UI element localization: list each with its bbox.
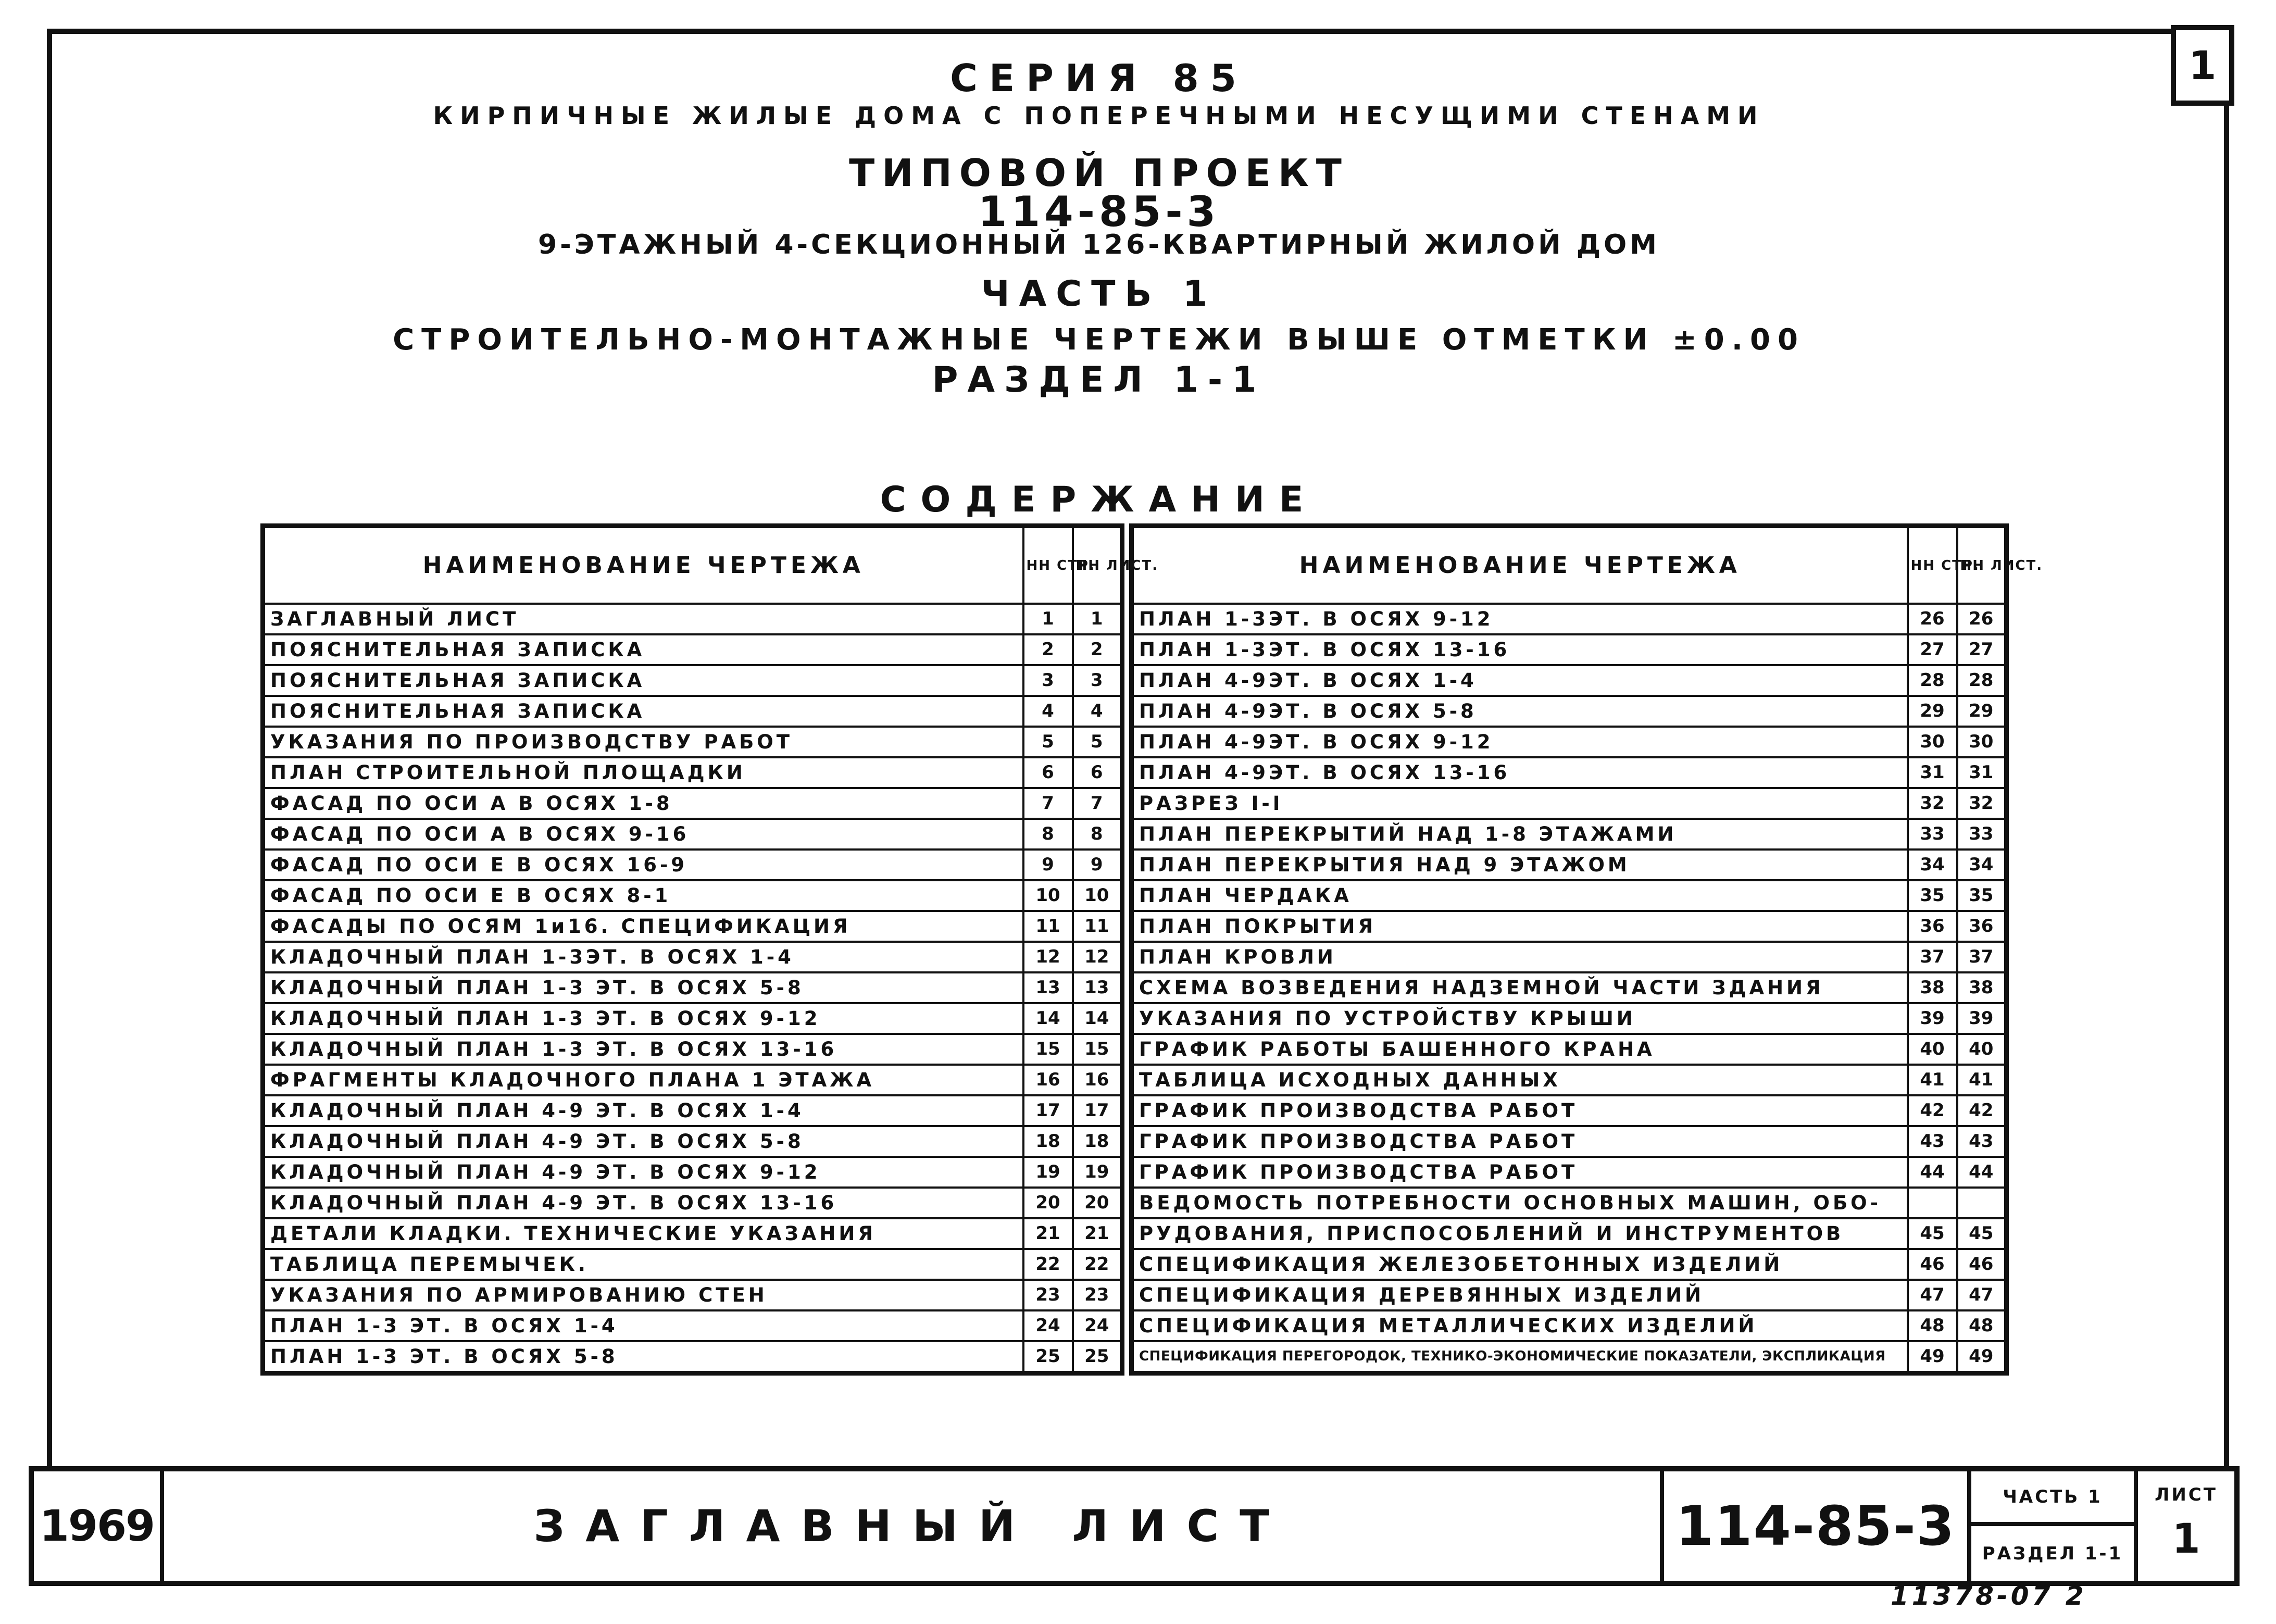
table-row bbox=[1132, 1249, 2007, 1280]
section-cell: РАЗДЕЛ 1-1 bbox=[1971, 1526, 2138, 1581]
drawing-name-cell: КЛАДОЧНЫЙ ПЛАН 4-9 ЭТ. В ОСЯХ 5-8 bbox=[263, 1126, 1023, 1157]
sheet-number-cell: 41 bbox=[1957, 1065, 2007, 1095]
sheet-number-box: 1 bbox=[2171, 25, 2234, 106]
sheet-number-cell: 35 bbox=[1957, 880, 2007, 911]
drawing-name-cell: УКАЗАНИЯ ПО ПРОИЗВОДСТВУ РАБОТ bbox=[263, 727, 1023, 757]
drawing-name-cell: ПЛАН 4-9ЭТ. В ОСЯХ 9-12 bbox=[1132, 727, 1908, 757]
col-page-header: НН СТР. bbox=[1908, 526, 1957, 604]
sheet-number-cell: 7 bbox=[1073, 788, 1122, 819]
sheet-number-cell: 9 bbox=[1073, 850, 1122, 880]
contents-right-body bbox=[1132, 604, 2007, 1373]
drawing-name-cell: ПОЯСНИТЕЛЬНАЯ ЗАПИСКА bbox=[263, 634, 1023, 665]
sheet-number-cell: 11 bbox=[1073, 911, 1122, 942]
page-number-cell: 48 bbox=[1908, 1310, 1957, 1341]
sheet-number-cell: 10 bbox=[1073, 880, 1122, 911]
series-subtitle: КИРПИЧНЫЕ ЖИЛЫЕ ДОМА С ПОПЕРЕЧНЫМИ НЕСУЩИМИ СТЕНАМИ bbox=[433, 102, 1765, 130]
drawing-name-cell: СПЕЦИФИКАЦИЯ ЖЕЛЕЗОБЕТОННЫХ ИЗДЕЛИЙ bbox=[1132, 1249, 1908, 1280]
drawing-name-cell: ФРАГМЕНТЫ КЛАДОЧНОГО ПЛАНА 1 ЭТАЖА bbox=[263, 1065, 1023, 1095]
drawing-name-cell: КЛАДОЧНЫЙ ПЛАН 1-3ЭТ. В ОСЯХ 1-4 bbox=[263, 942, 1023, 972]
drawing-name-cell: ТАБЛИЦА ПЕРЕМЫЧЕК. bbox=[263, 1249, 1023, 1280]
contents-left-body bbox=[263, 604, 1122, 1373]
drawing-name-cell: ПЛАН ПОКРЫТИЯ bbox=[1132, 911, 1908, 942]
drawing-name-cell: ПЛАН ПЕРЕКРЫТИЯ НАД 9 ЭТАЖОМ bbox=[1132, 850, 1908, 880]
drawing-name-cell: КЛАДОЧНЫЙ ПЛАН 1-3 ЭТ. В ОСЯХ 5-8 bbox=[263, 972, 1023, 1003]
drawing-name-cell: ФАСАДЫ ПО ОСЯМ 1и16. СПЕЦИФИКАЦИЯ bbox=[263, 911, 1023, 942]
table-row bbox=[263, 604, 1122, 634]
page-number-cell: 29 bbox=[1908, 696, 1957, 727]
drawing-name-cell: ПЛАН КРОВЛИ bbox=[1132, 942, 1908, 972]
sheet-number-cell: 24 bbox=[1073, 1310, 1122, 1341]
sheet-cell bbox=[2138, 1471, 2234, 1581]
sheet-number-cell: 26 bbox=[1957, 604, 2007, 634]
table-row bbox=[263, 665, 1122, 696]
table-row bbox=[1132, 757, 2007, 788]
table-row bbox=[263, 1188, 1122, 1218]
col-name-header: НАИМЕНОВАНИЕ ЧЕРТЕЖА bbox=[1132, 526, 1908, 604]
sheet-number-cell: 12 bbox=[1073, 942, 1122, 972]
page-number-cell: 11 bbox=[1023, 911, 1073, 942]
page-number-cell: 34 bbox=[1908, 850, 1957, 880]
col-sheet-header: НН ЛИСТ. bbox=[1073, 526, 1122, 604]
page-number-cell: 44 bbox=[1908, 1157, 1957, 1188]
table-row bbox=[1132, 911, 2007, 942]
sheet-number-cell: 4 bbox=[1073, 696, 1122, 727]
page-number-cell: 49 bbox=[1908, 1341, 1957, 1373]
sheet-number-cell: 44 bbox=[1957, 1157, 2007, 1188]
drawing-name-cell: ПЛАН 1-3 ЭТ. В ОСЯХ 1-4 bbox=[263, 1310, 1023, 1341]
sheet-number-cell: 31 bbox=[1957, 757, 2007, 788]
col-page-header: НН СТР. bbox=[1023, 526, 1073, 604]
sheet-number-cell: 2 bbox=[1073, 634, 1122, 665]
drawing-name-cell: ГРАФИК ПРОИЗВОДСТВА РАБОТ bbox=[1132, 1095, 1908, 1126]
page-number-cell: 10 bbox=[1023, 880, 1073, 911]
sheet-number-cell: 23 bbox=[1073, 1280, 1122, 1310]
drawing-name-cell: СПЕЦИФИКАЦИЯ ПЕРЕГОРОДОК, ТЕХНИКО-ЭКОНОМИЧЕСКИЕ ПОКАЗАТЕЛИ, ЭКСПЛИКАЦИЯ bbox=[1132, 1341, 1908, 1373]
page-number-cell: 24 bbox=[1023, 1310, 1073, 1341]
page-number-cell: 26 bbox=[1908, 604, 1957, 634]
page-number-cell: 6 bbox=[1023, 757, 1073, 788]
sheet-number-cell: 22 bbox=[1073, 1249, 1122, 1280]
page-number-cell: 9 bbox=[1023, 850, 1073, 880]
table-row bbox=[1132, 1034, 2007, 1065]
drawing-name-cell: ФАСАД ПО ОСИ А В ОСЯХ 9-16 bbox=[263, 819, 1023, 850]
sheet-number-cell: 48 bbox=[1957, 1310, 2007, 1341]
project-type: ТИПОВОЙ ПРОЕКТ bbox=[849, 151, 1349, 195]
table-row bbox=[263, 819, 1122, 850]
table-row bbox=[263, 757, 1122, 788]
page-number-cell: 27 bbox=[1908, 634, 1957, 665]
page-number-cell: 35 bbox=[1908, 880, 1957, 911]
page-number-cell: 43 bbox=[1908, 1126, 1957, 1157]
table-row bbox=[1132, 788, 2007, 819]
contents-title: СОДЕРЖАНИЕ bbox=[880, 479, 1318, 520]
page-number-cell: 37 bbox=[1908, 942, 1957, 972]
sheet-number-cell: 14 bbox=[1073, 1003, 1122, 1034]
drawing-name-cell: ПОЯСНИТЕЛЬНАЯ ЗАПИСКА bbox=[263, 696, 1023, 727]
table-row bbox=[263, 1157, 1122, 1188]
page-number-cell: 38 bbox=[1908, 972, 1957, 1003]
page-number-cell: 2 bbox=[1023, 634, 1073, 665]
sheet-number-cell: 32 bbox=[1957, 788, 2007, 819]
sheet-number-cell: 19 bbox=[1073, 1157, 1122, 1188]
drawing-name-cell: УКАЗАНИЯ ПО УСТРОЙСТВУ КРЫШИ bbox=[1132, 1003, 1908, 1034]
table-row bbox=[1132, 1126, 2007, 1157]
sheet-label: ЛИСТ bbox=[2155, 1484, 2218, 1505]
drawing-name-cell: ФАСАД ПО ОСИ Е В ОСЯХ 8-1 bbox=[263, 880, 1023, 911]
drawing-name-cell: ПЛАН 1-3 ЭТ. В ОСЯХ 5-8 bbox=[263, 1341, 1023, 1373]
page-number-cell: 22 bbox=[1023, 1249, 1073, 1280]
sheet-number-cell: 43 bbox=[1957, 1126, 2007, 1157]
archive-number: 11378-07 2 bbox=[1891, 1581, 2087, 1611]
page-number-cell: 33 bbox=[1908, 819, 1957, 850]
table-row bbox=[263, 696, 1122, 727]
page-number-cell: 45 bbox=[1908, 1218, 1957, 1249]
drawing-name-cell: РАЗРЕЗ I-I bbox=[1132, 788, 1908, 819]
page-number-cell: 5 bbox=[1023, 727, 1073, 757]
sheet-number-cell: 38 bbox=[1957, 972, 2007, 1003]
sheet-number-cell: 33 bbox=[1957, 819, 2007, 850]
table-row bbox=[263, 1003, 1122, 1034]
page-number-cell: 7 bbox=[1023, 788, 1073, 819]
sheet-number-cell: 25 bbox=[1073, 1341, 1122, 1373]
drawing-name-cell: ГРАФИК РАБОТЫ БАШЕННОГО КРАНА bbox=[1132, 1034, 1908, 1065]
part-title: ЧАСТЬ 1 bbox=[981, 273, 1217, 315]
sheet-number-cell: 17 bbox=[1073, 1095, 1122, 1126]
drawing-name-cell: ГРАФИК ПРОИЗВОДСТВА РАБОТ bbox=[1132, 1157, 1908, 1188]
drawing-name-cell: КЛАДОЧНЫЙ ПЛАН 1-3 ЭТ. В ОСЯХ 9-12 bbox=[263, 1003, 1023, 1034]
sheet-name-cell: ЗАГЛАВНЫЙ ЛИСТ bbox=[164, 1471, 1664, 1581]
sheet-number-cell: 30 bbox=[1957, 727, 2007, 757]
page-number-cell: 40 bbox=[1908, 1034, 1957, 1065]
drawing-name-cell: УКАЗАНИЯ ПО АРМИРОВАНИЮ СТЕН bbox=[263, 1280, 1023, 1310]
page-number-cell bbox=[1908, 1188, 1957, 1218]
page-number-cell: 36 bbox=[1908, 911, 1957, 942]
part-subtitle: СТРОИТЕЛЬНО-МОНТАЖНЫЕ ЧЕРТЕЖИ ВЫШЕ ОТМЕТКИ ±0.00 bbox=[393, 323, 1805, 357]
page-number-cell: 31 bbox=[1908, 757, 1957, 788]
drawing-name-cell: ПЛАН 4-9ЭТ. В ОСЯХ 13-16 bbox=[1132, 757, 1908, 788]
table-row bbox=[1132, 696, 2007, 727]
table-row bbox=[263, 911, 1122, 942]
page-number-cell: 15 bbox=[1023, 1034, 1073, 1065]
page-number-cell: 17 bbox=[1023, 1095, 1073, 1126]
page-number-cell: 47 bbox=[1908, 1280, 1957, 1310]
page-number-cell: 25 bbox=[1023, 1341, 1073, 1373]
sheet-number-cell: 18 bbox=[1073, 1126, 1122, 1157]
drawing-name-cell: СПЕЦИФИКАЦИЯ ДЕРЕВЯННЫХ ИЗДЕЛИЙ bbox=[1132, 1280, 1908, 1310]
page-number-cell: 1 bbox=[1023, 604, 1073, 634]
table-row bbox=[1132, 604, 2007, 634]
building-description: 9-ЭТАЖНЫЙ 4-СЕКЦИОННЫЙ 126-КВАРТИРНЫЙ ЖИЛОЙ ДОМ bbox=[538, 229, 1660, 260]
page-number-cell: 20 bbox=[1023, 1188, 1073, 1218]
year-cell: 1969 bbox=[34, 1471, 164, 1581]
table-row bbox=[1132, 1003, 2007, 1034]
drawing-name-cell: СХЕМА ВОЗВЕДЕНИЯ НАДЗЕМНОЙ ЧАСТИ ЗДАНИЯ bbox=[1132, 972, 1908, 1003]
contents-table-left bbox=[260, 523, 1159, 1376]
drawing-name-cell: ПЛАН 1-3ЭТ. В ОСЯХ 13-16 bbox=[1132, 634, 1908, 665]
drawing-name-cell: ПЛАН 1-3ЭТ. В ОСЯХ 9-12 bbox=[1132, 604, 1908, 634]
page-number-cell: 18 bbox=[1023, 1126, 1073, 1157]
table-row bbox=[1132, 1157, 2007, 1188]
table-row bbox=[263, 850, 1122, 880]
page-number-cell: 4 bbox=[1023, 696, 1073, 727]
drawing-name-cell: КЛАДОЧНЫЙ ПЛАН 4-9 ЭТ. В ОСЯХ 9-12 bbox=[263, 1157, 1023, 1188]
table-row bbox=[1132, 880, 2007, 911]
table-row bbox=[263, 1341, 1122, 1373]
page-number-cell: 46 bbox=[1908, 1249, 1957, 1280]
page-number-cell: 28 bbox=[1908, 665, 1957, 696]
table-row bbox=[1132, 819, 2007, 850]
section-title: РАЗДЕЛ 1-1 bbox=[932, 359, 1266, 401]
sheet-number-cell: 34 bbox=[1957, 850, 2007, 880]
drawing-name-cell: ПЛАН 4-9ЭТ. В ОСЯХ 1-4 bbox=[1132, 665, 1908, 696]
drawing-name-cell: ПОЯСНИТЕЛЬНАЯ ЗАПИСКА bbox=[263, 665, 1023, 696]
table-row bbox=[1132, 1310, 2007, 1341]
drawing-name-cell: ГРАФИК ПРОИЗВОДСТВА РАБОТ bbox=[1132, 1126, 1908, 1157]
sheet-number-cell: 39 bbox=[1957, 1003, 2007, 1034]
table-header bbox=[1132, 526, 2007, 604]
sheet-number-cell: 21 bbox=[1073, 1218, 1122, 1249]
drawing-name-cell: ФАСАД ПО ОСИ Е В ОСЯХ 16-9 bbox=[263, 850, 1023, 880]
sheet-number-cell: 6 bbox=[1073, 757, 1122, 788]
page-number-cell: 30 bbox=[1908, 727, 1957, 757]
sheet-number-cell: 49 bbox=[1957, 1341, 2007, 1373]
drawing-name-cell: ПЛАН ЧЕРДАКА bbox=[1132, 880, 1908, 911]
sheet-number-cell: 47 bbox=[1957, 1280, 2007, 1310]
sheet-value: 1 bbox=[2172, 1516, 2200, 1563]
sheet-number-cell: 1 bbox=[1073, 604, 1122, 634]
drawing-name-cell: РУДОВАНИЯ, ПРИСПОСОБЛЕНИЙ И ИНСТРУМЕНТОВ bbox=[1132, 1218, 1908, 1249]
page-number-cell: 21 bbox=[1023, 1218, 1073, 1249]
drawing-name-cell: ТАБЛИЦА ИСХОДНЫХ ДАННЫХ bbox=[1132, 1065, 1908, 1095]
project-code: 114-85-3 bbox=[978, 188, 1220, 236]
drawing-name-cell: ПЛАН 4-9ЭТ. В ОСЯХ 5-8 bbox=[1132, 696, 1908, 727]
sheet-number-cell: 42 bbox=[1957, 1095, 2007, 1126]
page-number-cell: 12 bbox=[1023, 942, 1073, 972]
sheet-number-cell: 46 bbox=[1957, 1249, 2007, 1280]
table-row bbox=[1132, 1218, 2007, 1249]
page-number-cell: 41 bbox=[1908, 1065, 1957, 1095]
contents-table-right bbox=[1129, 523, 2043, 1376]
page-number-cell: 39 bbox=[1908, 1003, 1957, 1034]
table-row bbox=[263, 1034, 1122, 1065]
page-number-cell: 42 bbox=[1908, 1095, 1957, 1126]
table-row bbox=[1132, 850, 2007, 880]
drawing-name-cell: ПЛАН ПЕРЕКРЫТИЙ НАД 1-8 ЭТАЖАМИ bbox=[1132, 819, 1908, 850]
drawing-name-cell: ФАСАД ПО ОСИ А В ОСЯХ 1-8 bbox=[263, 788, 1023, 819]
drawing-name-cell: ЗАГЛАВНЫЙ ЛИСТ bbox=[263, 604, 1023, 634]
page-number-cell: 23 bbox=[1023, 1280, 1073, 1310]
table-header bbox=[263, 526, 1122, 604]
drawing-name-cell: КЛАДОЧНЫЙ ПЛАН 4-9 ЭТ. В ОСЯХ 1-4 bbox=[263, 1095, 1023, 1126]
table-row bbox=[263, 942, 1122, 972]
table-row bbox=[263, 727, 1122, 757]
series-title: СЕРИЯ 85 bbox=[950, 56, 1248, 100]
table-row bbox=[263, 972, 1122, 1003]
drawing-name-cell: КЛАДОЧНЫЙ ПЛАН 1-3 ЭТ. В ОСЯХ 13-16 bbox=[263, 1034, 1023, 1065]
page-number-cell: 8 bbox=[1023, 819, 1073, 850]
page-number-cell: 3 bbox=[1023, 665, 1073, 696]
table-row bbox=[263, 1095, 1122, 1126]
col-sheet-header: НН ЛИСТ. bbox=[1957, 526, 2007, 604]
table-row bbox=[263, 788, 1122, 819]
table-row bbox=[263, 1126, 1122, 1157]
page-number-cell: 13 bbox=[1023, 972, 1073, 1003]
drawing-name-cell: СПЕЦИФИКАЦИЯ МЕТАЛЛИЧЕСКИХ ИЗДЕЛИЙ bbox=[1132, 1310, 1908, 1341]
sheet-number-cell: 37 bbox=[1957, 942, 2007, 972]
part-cell: ЧАСТЬ 1 bbox=[1971, 1471, 2138, 1526]
drawing-name-cell: ПЛАН СТРОИТЕЛЬНОЙ ПЛОЩАДКИ bbox=[263, 757, 1023, 788]
table-row bbox=[263, 1218, 1122, 1249]
sheet-number-cell: 29 bbox=[1957, 696, 2007, 727]
table-row bbox=[1132, 634, 2007, 665]
drawing-name-cell: КЛАДОЧНЫЙ ПЛАН 4-9 ЭТ. В ОСЯХ 13-16 bbox=[263, 1188, 1023, 1218]
page-number-cell: 19 bbox=[1023, 1157, 1073, 1188]
sheet-number-cell: 13 bbox=[1073, 972, 1122, 1003]
sheet-number-cell: 40 bbox=[1957, 1034, 2007, 1065]
title-block bbox=[29, 1466, 2240, 1586]
page-number-cell: 16 bbox=[1023, 1065, 1073, 1095]
sheet-number-cell: 27 bbox=[1957, 634, 2007, 665]
table-row bbox=[1132, 1341, 2007, 1373]
table-row bbox=[1132, 1280, 2007, 1310]
drawing-name-cell: ДЕТАЛИ КЛАДКИ. ТЕХНИЧЕСКИЕ УКАЗАНИЯ bbox=[263, 1218, 1023, 1249]
sheet-number-cell: 28 bbox=[1957, 665, 2007, 696]
table-row bbox=[1132, 1095, 2007, 1126]
table-row bbox=[1132, 1188, 2007, 1218]
sheet-number-cell: 15 bbox=[1073, 1034, 1122, 1065]
sheet-number-cell: 3 bbox=[1073, 665, 1122, 696]
page-number-cell: 32 bbox=[1908, 788, 1957, 819]
col-name-header: НАИМЕНОВАНИЕ ЧЕРТЕЖА bbox=[263, 526, 1023, 604]
table-row bbox=[1132, 727, 2007, 757]
sheet-number-cell: 8 bbox=[1073, 819, 1122, 850]
sheet-number-cell bbox=[1957, 1188, 2007, 1218]
sheet-number-cell: 45 bbox=[1957, 1218, 2007, 1249]
project-code-cell: 114-85-3 bbox=[1664, 1471, 1971, 1581]
table-row bbox=[1132, 972, 2007, 1003]
sheet-number-cell: 16 bbox=[1073, 1065, 1122, 1095]
drawing-name-cell: ВЕДОМОСТЬ ПОТРЕБНОСТИ ОСНОВНЫХ МАШИН, ОБО- bbox=[1132, 1188, 1908, 1218]
page-number-cell: 14 bbox=[1023, 1003, 1073, 1034]
table-row bbox=[263, 1310, 1122, 1341]
table-row bbox=[263, 1065, 1122, 1095]
sheet-number-cell: 5 bbox=[1073, 727, 1122, 757]
table-row bbox=[1132, 665, 2007, 696]
table-row bbox=[263, 1280, 1122, 1310]
table-row bbox=[263, 1249, 1122, 1280]
table-row bbox=[263, 634, 1122, 665]
table-row bbox=[1132, 942, 2007, 972]
sheet-number-cell: 36 bbox=[1957, 911, 2007, 942]
table-row bbox=[263, 880, 1122, 911]
sheet-number-cell: 20 bbox=[1073, 1188, 1122, 1218]
table-row bbox=[1132, 1065, 2007, 1095]
